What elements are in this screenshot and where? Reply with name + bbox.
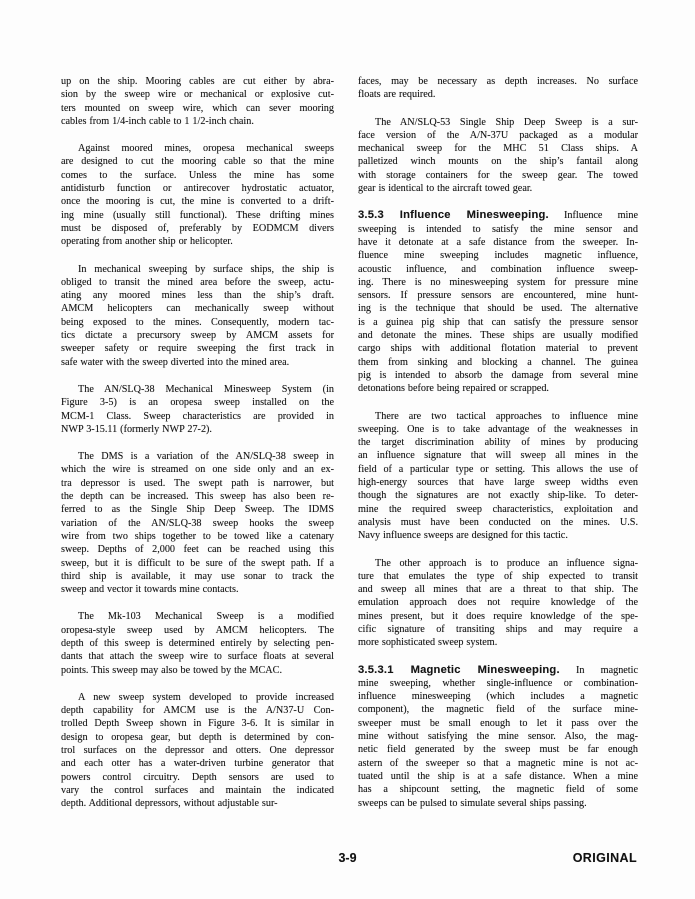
text-column-left [61, 75, 334, 811]
text-line: ing is the technique that should be used. The alternative [358, 303, 638, 315]
text-line: must be disposed of, preferably by EODMCM divers [61, 222, 334, 234]
text-line: being exposed to the mines. Consequently, modern tac- [61, 316, 334, 328]
section-paragraph [358, 664, 638, 810]
text-line: The DMS is a variation of the AN/SLQ-38 sweep in [78, 451, 334, 463]
text-line: though the signatures are not exactly ship-like. To deter- [358, 490, 638, 502]
text-line: antidisturb function or antirecover hydrostatic actuator, [61, 183, 334, 195]
text-line: tra depressor is used. The swept path is narrower, but [61, 477, 334, 489]
text-line: Against moored mines, oropesa mechanical sweeps [78, 143, 334, 155]
text-line: up on the ship. Mooring cables are cut either by abra- [61, 76, 334, 87]
text-line: sweeps can be pulsed to simulate several ships passing. [358, 797, 587, 809]
text-line: gear is identical to the aircraft towed gear. [358, 183, 533, 195]
text-line: trol surfaces on the depressor and otters. One depressor [61, 745, 334, 757]
text-line: safe water with the sweep diverted into the mined area. [61, 356, 290, 368]
text-line: sweeping. One is to take advantage of the weaknesses in [358, 423, 638, 435]
text-line: cargo ships with additional flotation material to prevent [358, 343, 638, 355]
text-line: is a guinea pig ship that can satisfy the pressure sensor [358, 316, 638, 328]
text-line: component), the magnetic field of the surface mine- [358, 704, 638, 716]
text-line: high-energy sources that have large sweep widths even [358, 477, 638, 489]
section-paragraph [358, 209, 638, 395]
text-line: dants that attach the sweep wire to surface floats at several [61, 651, 334, 663]
section-heading: 3.5.3 Influence Minesweeping. [358, 209, 549, 222]
paragraph [358, 557, 638, 650]
text-line: oropesa-style sweep used by AMCM helicopters. The [61, 624, 334, 636]
paragraph [61, 75, 334, 128]
text-line: and detonate the mines. These ships are usually modified [358, 330, 638, 342]
text-line: mine the required sweep characteristics, exploitation and [358, 503, 638, 515]
text-line: and sweep all mines that are a threat to that ship. The [358, 584, 638, 596]
text-line: sweeping is intended to satisfy the mine sensor and [358, 223, 638, 235]
paragraph [61, 691, 334, 811]
text-line: Figure 3-5) is an oropesa sweep installed on the [61, 397, 334, 409]
text-line: are designed to cut the mooring cable so that the mine [61, 156, 334, 168]
text-line: have it detonate at a safe distance from the sweeper. In- [358, 236, 638, 248]
text-line: analysis must have been conducted on the mines. U.S. [358, 516, 638, 528]
text-line: comes to the surface. Unless the mine has some [61, 169, 334, 181]
text-line: sweep, but it is difficult to be sure of the swept path. If a [61, 557, 334, 569]
text-line: depth of this sweep is determined entirely by selecting pen- [61, 637, 334, 649]
text-line: depth. Additional depressors, without adjustable sur- [61, 798, 278, 810]
text-line: detonations before being repaired or scrapped. [358, 383, 549, 395]
paragraph [61, 263, 334, 369]
text-line: mines present, but it does require knowledge of the spe- [358, 610, 638, 622]
text-line: tuated until the ship is at a safe distance. When a mine [358, 770, 638, 782]
text-line: them from sinking and blocking a channel. The guinea [358, 356, 638, 368]
text-line: sweep and vector it towards mine contacts. [61, 584, 239, 596]
text-line: floats are required. [358, 89, 436, 101]
edition-label: ORIGINAL [572, 851, 637, 865]
text-line: 3.5.3 Influence Minesweeping. Influence mine [358, 209, 638, 222]
text-line: influence minesweeping (which includes a magnetic [358, 691, 638, 703]
paragraph [358, 75, 638, 102]
text-line: cables from 1/4-inch cable to 1 1/2-inch chain. [61, 115, 254, 127]
text-line: third ship is available, it may use sonar to track the [61, 570, 334, 582]
paragraph [61, 142, 334, 248]
text-line: ating any moored mines less than the ship’s draft. [61, 290, 334, 302]
text-line: face version of the A/N-37U packaged as a modular [358, 129, 638, 141]
text-line: sweep. Depths of 2,000 feet can be reached using this [61, 544, 334, 556]
text-line: sweeper must be small enough to let it pass over the [358, 717, 638, 729]
text-line: powers control circuitry. Depth sensors are used to [61, 771, 334, 783]
paragraph [61, 383, 334, 436]
text-line: mechanical sweep for the MHC 51 Class ships. A [358, 143, 638, 155]
text-line: the target discrimination ability of mines by producing [358, 437, 638, 449]
text-line: trolled Depth Sweep shown in Figure 3-6. It is similar in [61, 718, 334, 730]
text-line: 3.5.3.1 Magnetic Minesweeping. In magnetic [358, 663, 638, 676]
text-line: netic field generated by the sweep must be far enough [358, 744, 638, 756]
text-line: The AN/SLQ-38 Mechanical Minesweep System (in [78, 383, 334, 395]
text-line: field of a particular type or setting. This allows the use of [358, 463, 638, 475]
text-line: variation of the AN/SLQ-38 sweep hooks the sweep [61, 517, 334, 529]
text-line: ing mine (usually still functional). These drifting mines [61, 209, 334, 221]
text-line: The Mk-103 Mechanical Sweep is a modified [78, 611, 334, 623]
text-line: has a shipcount setting, the magnetic field of some [358, 784, 638, 796]
text-line: ing. There is no minesweeping system for pressure mine [358, 276, 638, 288]
text-line: more sophisticated sweep system. [358, 637, 498, 649]
text-line: NWP 3-15.11 (formerly NWP 27-2). [61, 423, 212, 435]
text-line: sion by the sweep wire or mechanical or explosive cut- [61, 89, 334, 101]
text-line: operating from another ship or helicopter. [61, 236, 233, 248]
text-line: Navy influence sweeps are designed for this tactic. [358, 530, 568, 542]
text-line: the depth can be increased. This sweep has also been re- [61, 491, 334, 503]
text-line: mine sweeping, whether single-influence or combination- [358, 677, 638, 689]
paragraph [358, 116, 638, 196]
text-line: AMCM helicopters can mechanically sweep without [61, 303, 334, 315]
text-line: The other approach is to produce an influence signa- [375, 557, 638, 569]
text-line: emulation approach does not require knowledge of the [358, 597, 638, 609]
paragraph [61, 450, 334, 596]
text-line: The AN/SLQ-53 Single Ship Deep Sweep is a sur- [375, 116, 638, 128]
text-line: tics dictate a precursory sweep by AMCM assets for [61, 330, 334, 342]
text-line: with storage containers for the sweep gear. The towed [358, 169, 638, 181]
text-line: depth capability for AMCM use is the A/N37-U Con- [61, 705, 334, 717]
page-number: 3-9 [338, 851, 357, 865]
text-line: ferred to as the Single Ship Deep Sweep. The IDMS [61, 504, 334, 516]
text-line: MCM-1 Class. Sweep characteristics are provided in [61, 410, 334, 422]
text-line: There are two tactical approaches to influence mine [375, 410, 638, 422]
text-line: sensors. If pressure sensors are encountered, mine hunt- [358, 290, 638, 302]
text-line: cific signature of transiting ships and may require a [358, 623, 638, 635]
text-line: acoustic influence, and combination influence sweep- [358, 263, 638, 275]
text-line: A new sweep system developed to provide increased [78, 691, 334, 703]
text-line: design to oropesa gear, but depth is determined by con- [61, 731, 334, 743]
text-column-right [358, 75, 638, 810]
text-line: astern of the sweeper so that a magnetic mine is not ac- [358, 757, 638, 769]
text-line: an influence signature that will sweep all mines in the [358, 450, 638, 462]
text-line: ters mounted on sweep wire, which can sever mooring [61, 102, 334, 114]
text-line: sweeper safety or require sweeping the first track in [61, 343, 334, 355]
text-line: obliged to transit the mined area before the sweep, actu- [61, 276, 334, 288]
text-line: pig is intended to absorb the damage from several mine [358, 369, 638, 381]
text-line: fluence mine sweeping includes magnetic influence, [358, 250, 638, 262]
text-line: points. This sweep may also be towed by the MCAC. [61, 664, 283, 676]
section-heading: 3.5.3.1 Magnetic Minesweeping. [358, 663, 560, 676]
text-line: which the wire is streamed on one side only and an ex- [61, 464, 334, 476]
paragraph [61, 610, 334, 676]
text-line: vary the control surfaces and maintain the indicated [61, 784, 334, 796]
text-line: faces, may be necessary as depth increases. No surface [358, 76, 638, 87]
text-line: mine without satisfying the mine sensor. Also, the mag- [358, 731, 638, 743]
text-line: wire from two ships together to be towed like a catenary [61, 530, 334, 542]
text-line: ture that emulates the type of ship expected to transit [358, 570, 638, 582]
text-line: In mechanical sweeping by surface ships, the ship is [78, 263, 334, 275]
text-line: once the mooring is cut, the mine is converted to a drift- [61, 196, 334, 208]
text-line: and each otter has a water-driven turbine generator that [61, 758, 334, 770]
text-line: palletized winch mounts on the ship’s fantail along [358, 156, 638, 168]
paragraph [358, 410, 638, 543]
